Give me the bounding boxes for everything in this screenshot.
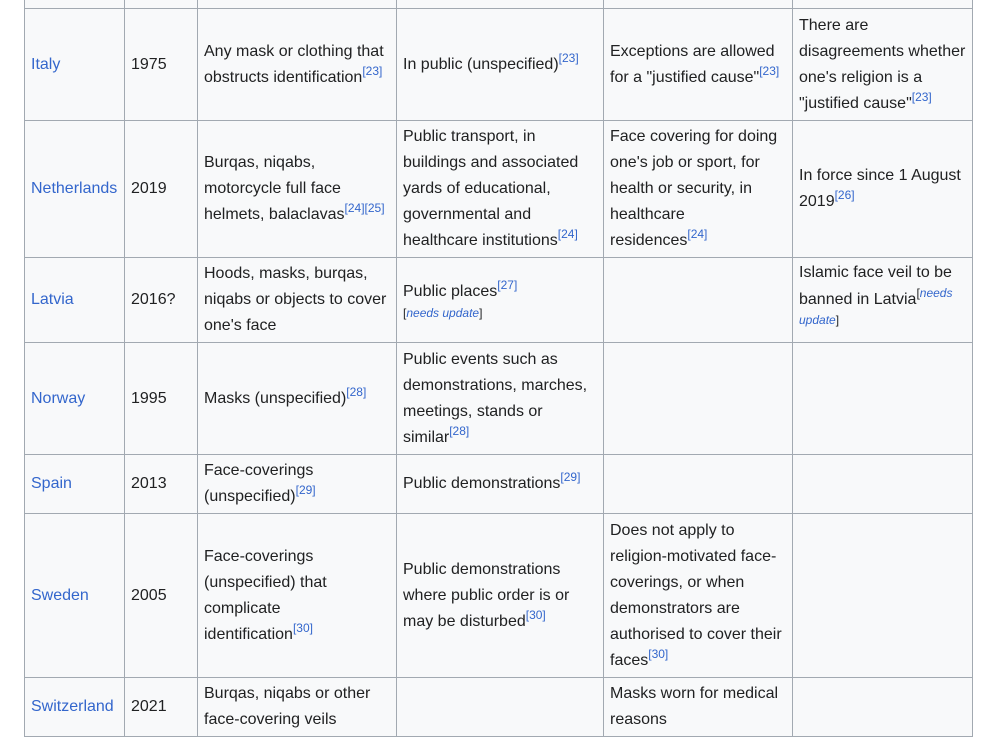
country-link[interactable]: Latvia — [31, 291, 74, 308]
table-row — [25, 0, 973, 9]
table-row — [25, 121, 973, 258]
exceptions-cell: Masks worn for medical reasons — [604, 678, 793, 737]
citation-link[interactable]: [28] — [449, 423, 470, 438]
exceptions-cell: Does not apply to religion-motivated face-coverings, or when demonstrators are authorised to cover their faces[30] — [604, 514, 793, 678]
where-cell: Public demonstrations where public order is or may be disturbed[30] — [397, 514, 604, 678]
where-cell: In public (unspecified)[23] — [397, 9, 604, 121]
citation-link[interactable]: [30] — [525, 607, 546, 622]
notes-cell: Islamic face veil to be banned in Latvia[needs update] — [793, 258, 973, 343]
exceptions-cell: Face covering for doing one's job or sport, for health or security, in healthcare residences[24] — [604, 121, 793, 258]
banned-cell: Hoods, masks, burqas, niqabs or objects to cover one's face — [198, 258, 397, 343]
notes-cell: In force since 1 August 2019[26] — [793, 121, 973, 258]
year-cell: 2013 — [125, 455, 198, 514]
citation-link[interactable]: [23] — [558, 50, 579, 65]
where-cell: Public demonstrations[29] — [397, 455, 604, 514]
citation-link[interactable]: [26] — [834, 188, 855, 202]
notes-cell — [793, 678, 973, 737]
citation-link[interactable]: [27] — [497, 278, 518, 292]
year-cell: 2019 — [125, 121, 198, 258]
country-cell — [25, 258, 125, 343]
table-row — [25, 258, 973, 343]
needs-update-link[interactable]: needs update — [406, 306, 480, 320]
needs-update-link[interactable]: needs update — [799, 286, 953, 327]
citation-link[interactable]: [24] — [344, 201, 365, 215]
country-cell — [25, 121, 125, 258]
citation-link[interactable]: [24] — [687, 227, 708, 241]
citation-link[interactable]: [30] — [648, 646, 669, 661]
year-cell: 1975 — [125, 9, 198, 121]
citation-link[interactable]: [23] — [911, 89, 932, 104]
exceptions-cell — [604, 343, 793, 455]
notes-cell — [793, 343, 973, 455]
country-link[interactable]: Sweden — [31, 586, 89, 604]
citation-link[interactable]: [23] — [759, 63, 780, 78]
country-link[interactable]: Switzerland — [31, 698, 114, 715]
country-cell — [25, 678, 125, 737]
where-cell: Public places[27] [needs update] — [397, 258, 604, 343]
maintenance-tag: [needs update] — [799, 286, 953, 327]
banned-cell: Masks (unspecified)[28] — [198, 343, 397, 455]
banned-cell: Face-coverings (unspecified)[29] — [198, 455, 397, 514]
where-cell — [397, 678, 604, 737]
citation-link[interactable]: [29] — [295, 483, 316, 497]
country-link[interactable]: Spain — [31, 475, 72, 492]
year-cell: 2016? — [125, 258, 198, 343]
table-row — [25, 514, 973, 678]
exceptions-cell — [604, 258, 793, 343]
where-cell: Public events such as demonstrations, marches, meetings, stands or similar[28] — [397, 343, 604, 455]
banned-cell: Burqas, niqabs, motorcycle full face helmets, balaclavas[24][25] — [198, 121, 397, 258]
where-cell: Public transport, in buildings and associated yards of educational, governmental and healthcare institutions[24] — [397, 121, 604, 258]
notes-cell — [793, 514, 973, 678]
year-cell: 1995 — [125, 343, 198, 455]
citation-link[interactable]: [24] — [557, 227, 578, 241]
exceptions-cell: Exceptions are allowed for a "justified cause"[23] — [604, 9, 793, 121]
country-link[interactable]: Netherlands — [31, 180, 118, 197]
banned-cell: Burqas, niqabs or other face-covering veils — [198, 678, 397, 737]
banned-cell: Any mask or clothing that obstructs identification[23] — [198, 9, 397, 121]
exceptions-cell — [604, 455, 793, 514]
banned-cell: Face-coverings (unspecified) that complicate identification[30] — [198, 514, 397, 678]
table-row — [25, 455, 973, 514]
citation-link[interactable]: [25] — [364, 201, 385, 215]
notes-cell: There are disagreements whether one's religion is a "justified cause"[23] — [793, 9, 973, 121]
country-cell — [25, 343, 125, 455]
year-cell: 2021 — [125, 678, 198, 737]
country-cell — [25, 9, 125, 121]
ban-table — [24, 0, 973, 737]
year-cell: 2005 — [125, 514, 198, 678]
citation-link[interactable]: [28] — [346, 384, 367, 399]
country-link[interactable]: Norway — [31, 389, 86, 407]
maintenance-tag: [needs update] — [403, 306, 483, 320]
citation-link[interactable]: [29] — [560, 470, 581, 484]
country-link[interactable]: Italy — [31, 55, 61, 73]
notes-cell — [793, 455, 973, 514]
country-cell — [25, 455, 125, 514]
table-row — [25, 678, 973, 737]
table-row — [25, 9, 973, 121]
citation-link[interactable]: [23] — [362, 63, 383, 78]
citation-link[interactable]: [30] — [292, 620, 313, 635]
table-row — [25, 343, 973, 455]
country-cell — [25, 514, 125, 678]
